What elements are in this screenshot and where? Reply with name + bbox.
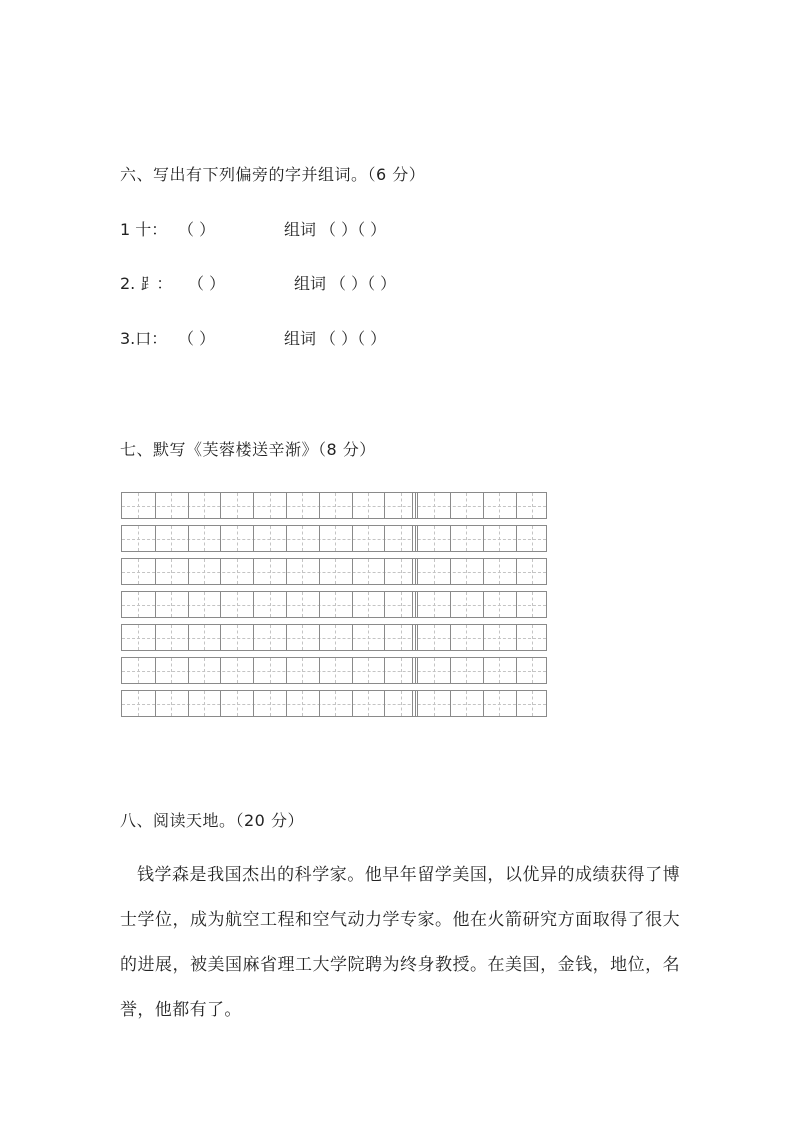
grid-cell-border (417, 526, 418, 551)
grid-cell-midline (171, 592, 172, 617)
grid-cell-midline (532, 625, 533, 650)
grid-cell-midline (532, 526, 533, 551)
grid-cell-midline (466, 493, 467, 518)
grid-cell-midline (434, 691, 435, 716)
grid-cell-border (253, 625, 254, 650)
grid-cell-midline (368, 526, 369, 551)
grid-cell-border (253, 691, 254, 716)
grid-cell-border (286, 658, 287, 683)
grid-cell-border (417, 658, 418, 683)
reading-passage: 钱学森是我国杰出的科学家。他早年留学美国，以优异的成绩获得了博士学位，成为航空工程和空气动力学专家。他在火箭研究方面取得了很大的进展，被美国麻省理工大学院聘为终身教授。在美国，金钱，地位，名誉，他都有了。 (120, 865, 680, 1020)
grid-row (121, 624, 547, 651)
grid-cell-midline (335, 625, 336, 650)
grid-cell-midline (171, 526, 172, 551)
grid-cell-border (220, 691, 221, 716)
grid-cell-border (483, 625, 484, 650)
grid-cell-midline (302, 691, 303, 716)
grid-cell-midline (368, 658, 369, 683)
grid-cell-border (220, 559, 221, 584)
grid-cell-midline (138, 592, 139, 617)
word-blanks: （ ）（ ） (330, 274, 397, 293)
grid-cell-midline (138, 559, 139, 584)
grid-cell-midline (466, 559, 467, 584)
grid-cell-border (319, 526, 320, 551)
grid-separator (412, 592, 416, 617)
grid-cell-midline (335, 592, 336, 617)
grid-cell-border (417, 493, 418, 518)
grid-cell-midline (138, 658, 139, 683)
grid-cell-midline (335, 691, 336, 716)
grid-cell-border (352, 526, 353, 551)
grid-cell-midline (434, 625, 435, 650)
grid-cell-border (384, 691, 385, 716)
grid-cell-midline (302, 625, 303, 650)
grid-cell-border (417, 691, 418, 716)
grid-cell-border (417, 625, 418, 650)
grid-cell-border (483, 592, 484, 617)
grid-separator (412, 658, 416, 683)
grid-cell-midline (434, 493, 435, 518)
zuci-label: 组词 (284, 329, 317, 348)
grid-cell-border (384, 592, 385, 617)
char-blank: （ ） (178, 329, 216, 348)
grid-cell-midline (204, 559, 205, 584)
grid-cell-border (384, 559, 385, 584)
grid-separator (412, 559, 416, 584)
grid-cell-border (384, 625, 385, 650)
radical-label: 3.口： (120, 329, 168, 348)
grid-cell-midline (368, 625, 369, 650)
grid-cell-midline (302, 559, 303, 584)
grid-cell-border (483, 526, 484, 551)
grid-cell-midline (532, 691, 533, 716)
grid-cell-border (155, 658, 156, 683)
grid-row (121, 657, 547, 684)
grid-cell-border (319, 592, 320, 617)
grid-cell-border (319, 559, 320, 584)
grid-cell-border (155, 526, 156, 551)
grid-cell-midline (466, 526, 467, 551)
grid-row (121, 492, 547, 519)
grid-cell-midline (302, 658, 303, 683)
grid-cell-border (384, 493, 385, 518)
grid-cell-midline (401, 691, 402, 716)
grid-cell-midline (302, 526, 303, 551)
grid-cell-midline (532, 559, 533, 584)
grid-cell-border (450, 559, 451, 584)
grid-cell-midline (466, 691, 467, 716)
grid-cell-border (352, 691, 353, 716)
grid-separator (412, 526, 416, 551)
grid-cell-border (319, 493, 320, 518)
zuci-label: 组词 (294, 274, 327, 293)
section-6-title: 六、写出有下列偏旁的字并组词。（6 分） (120, 165, 426, 184)
grid-cell-border (188, 691, 189, 716)
grid-cell-border (417, 559, 418, 584)
grid-cell-midline (270, 625, 271, 650)
grid-cell-midline (270, 559, 271, 584)
grid-cell-midline (138, 526, 139, 551)
grid-cell-midline (368, 592, 369, 617)
grid-cell-border (352, 592, 353, 617)
grid-cell-midline (302, 493, 303, 518)
grid-cell-midline (270, 592, 271, 617)
grid-cell-midline (270, 526, 271, 551)
grid-cell-midline (401, 559, 402, 584)
grid-cell-midline (138, 625, 139, 650)
grid-cell-midline (237, 691, 238, 716)
grid-cell-midline (335, 658, 336, 683)
zuci-label: 组词 (284, 220, 317, 239)
grid-cell-border (286, 625, 287, 650)
grid-cell-midline (434, 559, 435, 584)
radical-label: 1 十： (120, 220, 168, 239)
grid-cell-midline (237, 658, 238, 683)
grid-cell-border (384, 526, 385, 551)
grid-cell-border (483, 691, 484, 716)
grid-cell-midline (401, 592, 402, 617)
grid-separator (412, 493, 416, 518)
grid-cell-border (253, 658, 254, 683)
grid-cell-border (516, 658, 517, 683)
grid-cell-border (188, 625, 189, 650)
grid-cell-border (516, 493, 517, 518)
grid-cell-border (188, 559, 189, 584)
grid-cell-midline (138, 493, 139, 518)
grid-cell-border (220, 493, 221, 518)
grid-separator (412, 691, 416, 716)
grid-cell-midline (335, 526, 336, 551)
grid-cell-border (220, 526, 221, 551)
grid-cell-midline (171, 625, 172, 650)
grid-cell-midline (499, 691, 500, 716)
grid-cell-border (319, 625, 320, 650)
grid-cell-border (188, 493, 189, 518)
grid-cell-midline (401, 625, 402, 650)
grid-cell-border (155, 691, 156, 716)
section-8-title: 八、阅读天地。（20 分） (120, 811, 304, 830)
grid-cell-midline (368, 691, 369, 716)
grid-cell-midline (499, 625, 500, 650)
grid-cell-midline (499, 592, 500, 617)
grid-cell-border (188, 526, 189, 551)
grid-cell-border (155, 559, 156, 584)
grid-cell-midline (171, 658, 172, 683)
grid-cell-border (516, 592, 517, 617)
grid-cell-midline (499, 559, 500, 584)
grid-cell-midline (466, 625, 467, 650)
grid-row (121, 690, 547, 717)
grid-cell-border (450, 526, 451, 551)
grid-cell-border (352, 493, 353, 518)
grid-cell-border (188, 592, 189, 617)
grid-cell-border (483, 559, 484, 584)
grid-cell-midline (434, 592, 435, 617)
grid-cell-midline (204, 592, 205, 617)
word-blanks: （ ）（ ） (320, 220, 387, 239)
grid-cell-border (286, 592, 287, 617)
word-blanks: （ ）（ ） (320, 329, 387, 348)
grid-cell-border (220, 658, 221, 683)
char-blank: （ ） (188, 274, 226, 293)
grid-cell-border (483, 658, 484, 683)
grid-cell-midline (171, 691, 172, 716)
grid-cell-border (286, 559, 287, 584)
grid-cell-midline (237, 559, 238, 584)
grid-row (121, 591, 547, 618)
grid-cell-midline (499, 526, 500, 551)
grid-cell-border (253, 526, 254, 551)
section-7-title: 七、默写《芙蓉楼送辛渐》（8 分） (120, 440, 376, 459)
grid-cell-midline (302, 592, 303, 617)
radical-label: 2. ⻊： (120, 274, 173, 293)
grid-cell-midline (532, 493, 533, 518)
grid-cell-border (286, 691, 287, 716)
grid-cell-midline (237, 592, 238, 617)
grid-cell-border (516, 526, 517, 551)
grid-cell-border (253, 493, 254, 518)
grid-cell-border (253, 592, 254, 617)
grid-cell-border (253, 559, 254, 584)
grid-cell-border (188, 658, 189, 683)
grid-cell-border (155, 592, 156, 617)
grid-cell-midline (270, 691, 271, 716)
grid-separator (412, 625, 416, 650)
grid-cell-border (450, 592, 451, 617)
grid-cell-midline (270, 493, 271, 518)
grid-cell-border (516, 691, 517, 716)
grid-cell-midline (204, 658, 205, 683)
grid-cell-border (352, 625, 353, 650)
grid-cell-border (286, 493, 287, 518)
grid-row (121, 525, 547, 552)
grid-cell-border (319, 691, 320, 716)
grid-cell-border (220, 592, 221, 617)
grid-cell-border (220, 625, 221, 650)
grid-cell-border (417, 592, 418, 617)
grid-cell-midline (401, 658, 402, 683)
grid-cell-border (450, 691, 451, 716)
grid-cell-midline (466, 658, 467, 683)
grid-cell-midline (171, 559, 172, 584)
grid-cell-border (155, 493, 156, 518)
grid-cell-midline (434, 658, 435, 683)
grid-cell-midline (335, 493, 336, 518)
grid-cell-midline (204, 493, 205, 518)
grid-cell-midline (204, 526, 205, 551)
grid-cell-midline (237, 526, 238, 551)
grid-cell-border (516, 559, 517, 584)
grid-cell-midline (466, 592, 467, 617)
grid-cell-midline (237, 493, 238, 518)
grid-cell-border (450, 493, 451, 518)
grid-cell-midline (532, 592, 533, 617)
grid-cell-midline (138, 691, 139, 716)
grid-cell-border (516, 625, 517, 650)
grid-cell-border (450, 625, 451, 650)
grid-cell-border (319, 658, 320, 683)
grid-cell-midline (401, 526, 402, 551)
grid-cell-midline (434, 526, 435, 551)
grid-cell-border (155, 625, 156, 650)
grid-cell-border (352, 559, 353, 584)
grid-cell-midline (532, 658, 533, 683)
grid-cell-midline (368, 559, 369, 584)
grid-cell-border (286, 526, 287, 551)
grid-cell-midline (499, 658, 500, 683)
grid-cell-midline (335, 559, 336, 584)
grid-cell-midline (204, 625, 205, 650)
grid-cell-midline (270, 658, 271, 683)
grid-cell-midline (204, 691, 205, 716)
grid-cell-border (384, 658, 385, 683)
grid-cell-midline (171, 493, 172, 518)
grid-row (121, 558, 547, 585)
grid-cell-border (450, 658, 451, 683)
grid-cell-border (352, 658, 353, 683)
grid-cell-midline (237, 625, 238, 650)
grid-cell-midline (368, 493, 369, 518)
grid-cell-midline (499, 493, 500, 518)
char-blank: （ ） (178, 220, 216, 239)
grid-cell-border (483, 493, 484, 518)
grid-cell-midline (401, 493, 402, 518)
